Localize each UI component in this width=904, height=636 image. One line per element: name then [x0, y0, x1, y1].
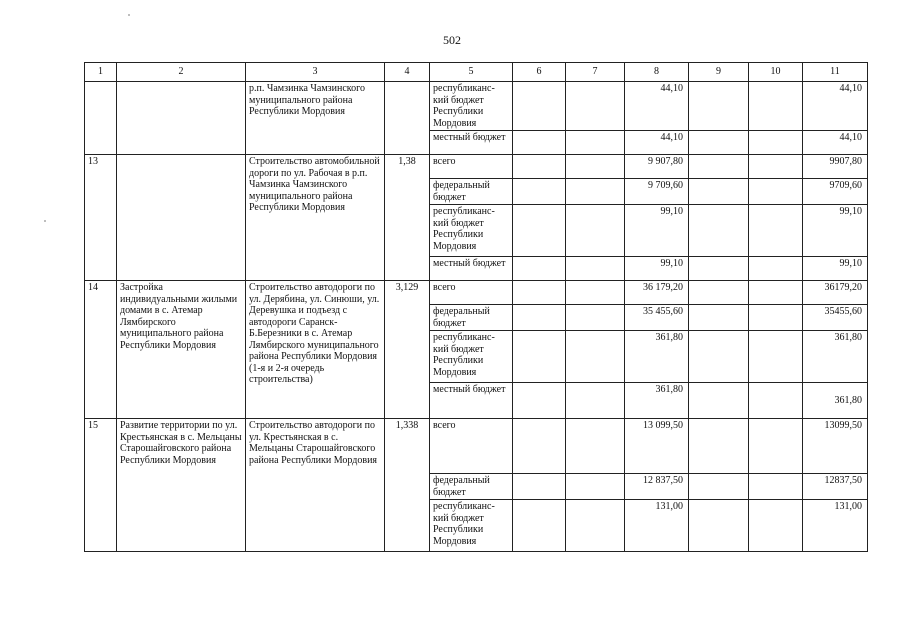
table-row: [85, 82, 868, 131]
empty-cell: [689, 383, 749, 419]
length-cell: [385, 82, 430, 155]
row-number-cell: [85, 82, 117, 155]
amount-cell: 99,10: [625, 205, 689, 257]
total-cell: 44,10: [803, 131, 868, 155]
header-cell: 2: [117, 63, 246, 82]
source-cell: республиканс-кий бюджет Республики Мордовия: [430, 205, 513, 257]
source-cell: федеральный бюджет: [430, 474, 513, 500]
empty-cell: [689, 331, 749, 383]
header-cell: 11: [803, 63, 868, 82]
empty-cell: [513, 474, 566, 500]
header-cell: 8: [625, 63, 689, 82]
length-cell: 3,129: [385, 281, 430, 419]
amount-cell: 361,80: [625, 331, 689, 383]
header-cell: 6: [513, 63, 566, 82]
description-cell: Строительство автодороги по ул. Дерябина, ул. Синюши, ул. Деревушка и подъезд с автодороги Саранск-Б.Березники в с. Атемар Лямбирского муниципального района Республики Мордовия (1-я и 2-я очередь строительства): [246, 281, 385, 419]
empty-cell: [689, 305, 749, 331]
source-cell: местный бюджет: [430, 131, 513, 155]
total-cell: 99,10: [803, 257, 868, 281]
row-number-cell: 15: [85, 419, 117, 552]
empty-cell: [689, 281, 749, 305]
amount-cell: 36 179,20: [625, 281, 689, 305]
empty-cell: [513, 82, 566, 131]
empty-cell: [513, 383, 566, 419]
empty-cell: [566, 500, 625, 552]
page-number: 502: [443, 33, 461, 47]
empty-cell: [566, 257, 625, 281]
amount-cell: 9 907,80: [625, 155, 689, 179]
empty-cell: [749, 500, 803, 552]
length-cell: 1,38: [385, 155, 430, 281]
scan-speck: [44, 220, 46, 222]
budget-table: [84, 62, 868, 552]
empty-cell: [749, 155, 803, 179]
total-cell: 131,00: [803, 500, 868, 552]
empty-cell: [566, 82, 625, 131]
amount-cell: 35 455,60: [625, 305, 689, 331]
total-cell: 35455,60: [803, 305, 868, 331]
empty-cell: [749, 305, 803, 331]
amount-cell: 13 099,50: [625, 419, 689, 474]
description-cell: Строительство автодороги по ул. Крестьянская в с. Мельцаны Старошайговского района Республики Мордовия: [246, 419, 385, 552]
header-cell: 5: [430, 63, 513, 82]
source-cell: республиканс-кий бюджет Республики Мордовия: [430, 82, 513, 131]
total-cell: 36179,20: [803, 281, 868, 305]
empty-cell: [513, 331, 566, 383]
total-cell: 361,80: [803, 383, 868, 419]
total-cell: 99,10: [803, 205, 868, 257]
total-cell: 12837,50: [803, 474, 868, 500]
empty-cell: [749, 331, 803, 383]
empty-cell: [749, 205, 803, 257]
empty-cell: [689, 419, 749, 474]
empty-cell: [566, 474, 625, 500]
empty-cell: [513, 419, 566, 474]
empty-cell: [689, 82, 749, 131]
empty-cell: [749, 383, 803, 419]
empty-cell: [513, 155, 566, 179]
empty-cell: [513, 281, 566, 305]
source-cell: всего: [430, 281, 513, 305]
empty-cell: [566, 331, 625, 383]
empty-cell: [749, 474, 803, 500]
description-cell: Строительство автомобильной дороги по ул. Рабочая в р.п. Чамзинка Чамзинского муниципального района Республики Мордовия: [246, 155, 385, 281]
source-cell: федеральный бюджет: [430, 305, 513, 331]
header-cell: 1: [85, 63, 117, 82]
table-row: [85, 155, 868, 179]
object-cell: [117, 155, 246, 281]
amount-cell: 131,00: [625, 500, 689, 552]
row-number-cell: 14: [85, 281, 117, 419]
header-cell: 4: [385, 63, 430, 82]
empty-cell: [749, 419, 803, 474]
header-cell: 9: [689, 63, 749, 82]
empty-cell: [513, 500, 566, 552]
table-row: [85, 419, 868, 474]
row-number-cell: 13: [85, 155, 117, 281]
empty-cell: [749, 257, 803, 281]
amount-cell: 44,10: [625, 82, 689, 131]
source-cell: республиканс-кий бюджет Республики Мордовия: [430, 500, 513, 552]
total-cell: 13099,50: [803, 419, 868, 474]
empty-cell: [689, 500, 749, 552]
empty-cell: [513, 305, 566, 331]
empty-cell: [689, 179, 749, 205]
empty-cell: [566, 155, 625, 179]
empty-cell: [566, 179, 625, 205]
header-cell: 7: [566, 63, 625, 82]
description-cell: р.п. Чамзинка Чамзинского муниципального района Республики Мордовия: [246, 82, 385, 155]
amount-cell: 361,80: [625, 383, 689, 419]
amount-cell: 12 837,50: [625, 474, 689, 500]
empty-cell: [689, 205, 749, 257]
source-cell: республиканс-кий бюджет Республики Мордовия: [430, 331, 513, 383]
empty-cell: [513, 257, 566, 281]
total-cell: 9709,60: [803, 179, 868, 205]
source-cell: всего: [430, 419, 513, 474]
amount-cell: 44,10: [625, 131, 689, 155]
scan-speck: [128, 14, 130, 16]
source-cell: федеральный бюджет: [430, 179, 513, 205]
source-cell: местный бюджет: [430, 257, 513, 281]
object-cell: Застройка индивидуальными жилыми домами в с. Атемар Лямбирского муниципального района Республики Мордовия: [117, 281, 246, 419]
total-cell: 9907,80: [803, 155, 868, 179]
header-cell: 3: [246, 63, 385, 82]
empty-cell: [749, 131, 803, 155]
amount-cell: 99,10: [625, 257, 689, 281]
empty-cell: [566, 419, 625, 474]
empty-cell: [566, 205, 625, 257]
header-cell: 10: [749, 63, 803, 82]
total-cell: 361,80: [803, 331, 868, 383]
empty-cell: [513, 205, 566, 257]
length-cell: 1,338: [385, 419, 430, 552]
header-row: [85, 63, 868, 82]
total-cell: 44,10: [803, 82, 868, 131]
table-row: [85, 281, 868, 305]
amount-cell: 9 709,60: [625, 179, 689, 205]
source-cell: всего: [430, 155, 513, 179]
empty-cell: [566, 281, 625, 305]
empty-cell: [566, 383, 625, 419]
empty-cell: [689, 131, 749, 155]
object-cell: Развитие территории по ул. Крестьянская в с. Мельцаны Старошайговского района Республики Мордовия: [117, 419, 246, 552]
empty-cell: [749, 179, 803, 205]
empty-cell: [513, 179, 566, 205]
empty-cell: [689, 155, 749, 179]
empty-cell: [566, 131, 625, 155]
empty-cell: [566, 305, 625, 331]
empty-cell: [749, 82, 803, 131]
object-cell: [117, 82, 246, 155]
empty-cell: [749, 281, 803, 305]
empty-cell: [513, 131, 566, 155]
empty-cell: [689, 474, 749, 500]
source-cell: местный бюджет: [430, 383, 513, 419]
empty-cell: [689, 257, 749, 281]
